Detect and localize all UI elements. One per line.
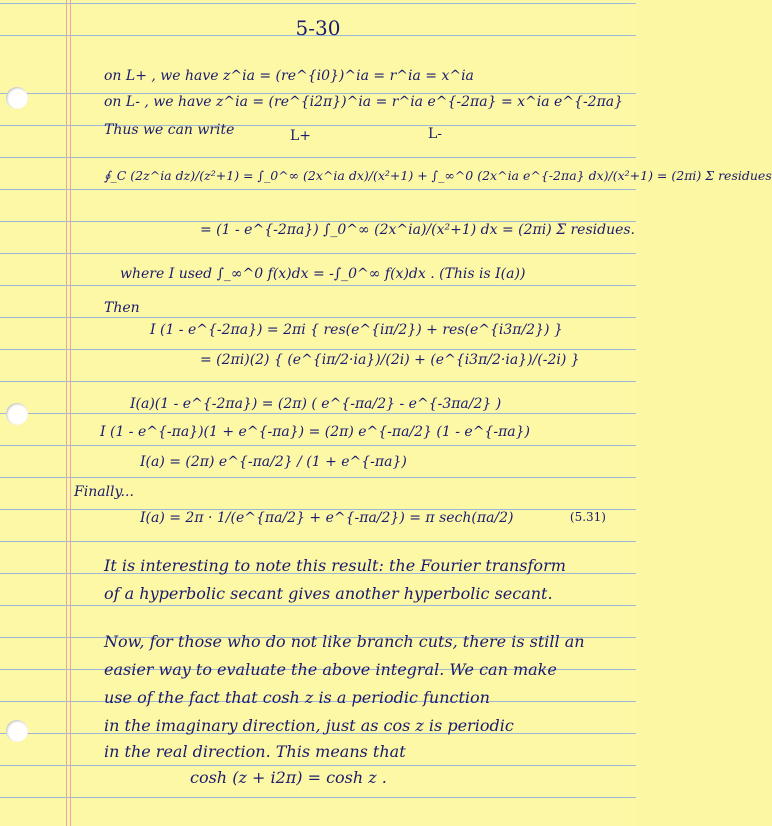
text-line-4: easier way to evaluate the above integral. We can make [104, 660, 557, 679]
finally-label: Finally... [74, 484, 134, 500]
equation-number: (5.31) [569, 510, 606, 524]
final-result: I(a) = 2π · 1/(e^{πa/2} + e^{-πa/2}) = π sech(πa/2) [140, 510, 514, 526]
margin-line-inner [70, 0, 71, 826]
page-number: 5-30 [295, 16, 341, 40]
residue-evaluation: = (2πi)(2) { (e^{iπ/2·ia})/(2i) + (e^{i3π/2·ia})/(-2i) } [200, 352, 580, 368]
combined-integral-equation: = (1 - e^{-2πa}) ∫_0^∞ (2x^ia)/(x²+1) dx = (2πi) Σ residues. [200, 222, 636, 238]
line-1: on L+ , we have z^ia = (re^{i0})^ia = r^ia = x^ia [104, 68, 474, 84]
text-line-2: of a hyperbolic secant gives another hyperbolic secant. [104, 584, 553, 603]
text-line-6: in the imaginary direction, just as cos z is periodic [104, 716, 514, 735]
brace-label-lplus: L+ [290, 128, 312, 144]
text-line-1: It is interesting to note this result: the Fourier transform [104, 556, 566, 575]
text-line-3: Now, for those who do not like branch cuts, there is still an [104, 632, 585, 651]
punch-hole [6, 403, 28, 425]
line-3: Thus we can write [104, 122, 235, 138]
margin-line [66, 0, 67, 826]
then-label: Then [104, 300, 140, 316]
result-step-3: I(a) = (2π) e^{-πa/2} / (1 + e^{-πa}) [140, 454, 407, 470]
punch-hole [6, 720, 28, 742]
contour-integral-equation: ∮_C (2z^ia dz)/(z²+1) = ∫_0^∞ (2x^ia dx)/(x²+1) + ∫_∞^0 (2x^ia e^{-2πa} dx)/(x²+1) = (2πi) Σ residues [104, 168, 772, 183]
result-step-1: I(a)(1 - e^{-2πa}) = (2π) ( e^{-πa/2} - e^{-3πa/2} ) [130, 396, 502, 412]
text-line-5: use of the fact that cosh z is a periodic function [104, 688, 490, 707]
substitution-note: where I used ∫_∞^0 f(x)dx = -∫_0^∞ f(x)dx . (This is I(a)) [120, 266, 526, 282]
text-line-7: in the real direction. This means that [104, 742, 406, 761]
periodicity-equation: cosh (z + i2π) = cosh z . [190, 768, 387, 787]
residue-equation: I (1 - e^{-2πa}) = 2πi { res(e^{iπ/2}) + res(e^{i3π/2}) } [150, 322, 563, 338]
line-2: on L- , we have z^ia = (re^{i2π})^ia = r^ia e^{-2πa} = x^ia e^{-2πa} [104, 94, 624, 110]
result-step-2: I (1 - e^{-πa})(1 + e^{-πa}) = (2π) e^{-πa/2} (1 - e^{-πa}) [100, 424, 530, 440]
punch-hole [6, 87, 28, 109]
brace-label-lminus: L- [428, 126, 443, 142]
